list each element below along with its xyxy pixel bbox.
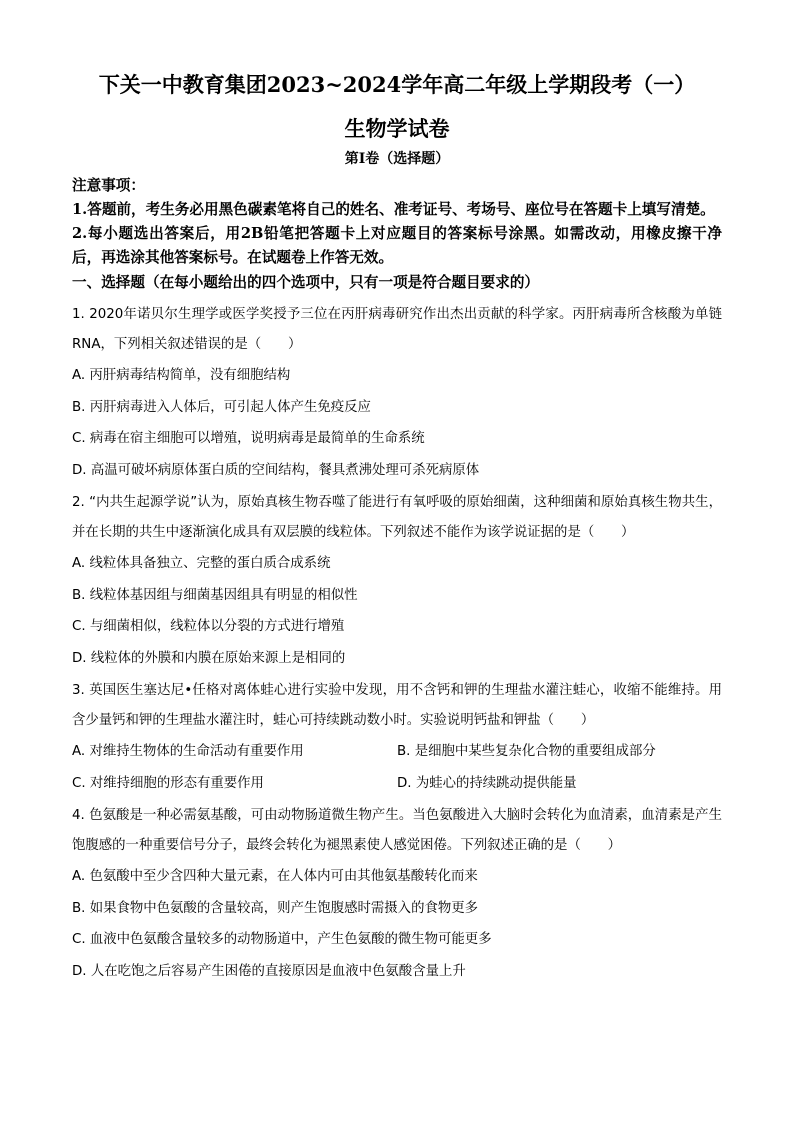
notice-item-1: 1.答题前，考生务必用黑色碳素笔将自己的姓名、准考证号、考场号、座位号在答题卡上填写清楚。: [72, 201, 715, 218]
question-3: [72, 676, 722, 799]
option-a: A. 线粒体具备独立、完整的蛋白质合成系统: [72, 556, 331, 571]
option-row: [72, 768, 722, 800]
exam-title: 下关一中教育集团2023~2024学年高二年级上学期段考（一）: [98, 72, 696, 97]
option-a: A. 对维持生物体的生命活动有重要作用: [72, 744, 304, 759]
option-a: A. 色氨酸中至少含四种大量元素，在人体内可由其他氨基酸转化而来: [72, 869, 478, 884]
section-heading: 一、选择题（在每小题给出的四个选项中，只有一项是符合题目要求的）: [72, 274, 540, 291]
question-stem: 3. 英国医生塞达尼•任格对离体蛙心进行实验中发现，用不含钙和钾的生理盐水灌注蛙心，收缩不能维持。用含少量钙和钾的生理盐水灌注时，蛙心可持续跳动数小时。实验说明钙盐和钾盐（ ）: [72, 683, 722, 728]
question-1: [72, 300, 722, 486]
option-b: B. 丙肝病毒进入人体后，可引起人体产生免疫反应: [72, 399, 371, 415]
option-c: C. 与细菌相似，线粒体以分裂的方式进行增殖: [72, 619, 345, 634]
volume-label: 第I卷（选择题）: [344, 151, 450, 167]
exam-subtitle: 生物学试卷: [344, 116, 450, 141]
option-c: C. 病毒在宿主细胞可以增殖，说明病毒是最简单的生命系统: [72, 431, 425, 446]
option-c: C. 血液中色氨酸含量较多的动物肠道中，产生色氨酸的微生物可能更多: [72, 932, 492, 947]
option-b: B. 是细胞中某些复杂化合物的重要组成部分: [397, 744, 656, 759]
question-stem: 2. “内共生起源学说”认为，原始真核生物吞噬了能进行有氧呼吸的原始细菌，这种细菌和原始真核生物共生，并在长期的共生中逐渐演化成具有双层膜的线粒体。下列叙述不能作为该学说证据的是（ ）: [72, 495, 722, 540]
option-d: D. 人在吃饱之后容易产生困倦的直接原因是血液中色氨酸含量上升: [72, 963, 466, 979]
option-d: D. 高温可破坏病原体蛋白质的空间结构，餐具煮沸处理可杀死病原体: [72, 462, 480, 478]
option-b: B. 如果食物中色氨酸的含量较高，则产生饱腹感时需摄入的食物更多: [72, 900, 479, 916]
notice-block: [72, 174, 722, 270]
option-a: A. 丙肝病毒结构简单，没有细胞结构: [72, 368, 291, 383]
option-d: D. 线粒体的外膜和内膜在原始来源上是相同的: [72, 650, 346, 666]
notice-item-2: 2.每小题选出答案后，用2B铅笔把答题卡上对应题目的答案标号涂黑。如需改动，用橡皮擦干净后，再选涂其他答案标号。在试题卷上作答无效。: [72, 225, 722, 266]
question-stem: 4. 色氨酸是一种必需氨基酸，可由动物肠道微生物产生。当色氨酸进入大脑时会转化为血清素，血清素是产生饱腹感的一种重要信号分子，最终会转化为褪黑素使人感觉困倦。下列叙述正确的是（ ）: [72, 808, 722, 853]
option-row: [72, 736, 722, 768]
question-2: [72, 488, 722, 674]
question-stem: 1. 2020年诺贝尔生理学或医学奖授予三位在丙肝病毒研究作出杰出贡献的科学家。丙肝病毒所含核酸为单链RNA，下列相关叙述错误的是（ ）: [72, 307, 722, 352]
question-4: [72, 801, 722, 987]
option-d: D. 为蛙心的持续跳动提供能量: [397, 775, 577, 791]
option-c: C. 对维持细胞的形态有重要作用: [72, 775, 264, 791]
option-b: B. 线粒体基因组与细菌基因组具有明显的相似性: [72, 587, 358, 603]
notice-heading: 注意事项：: [72, 177, 145, 194]
